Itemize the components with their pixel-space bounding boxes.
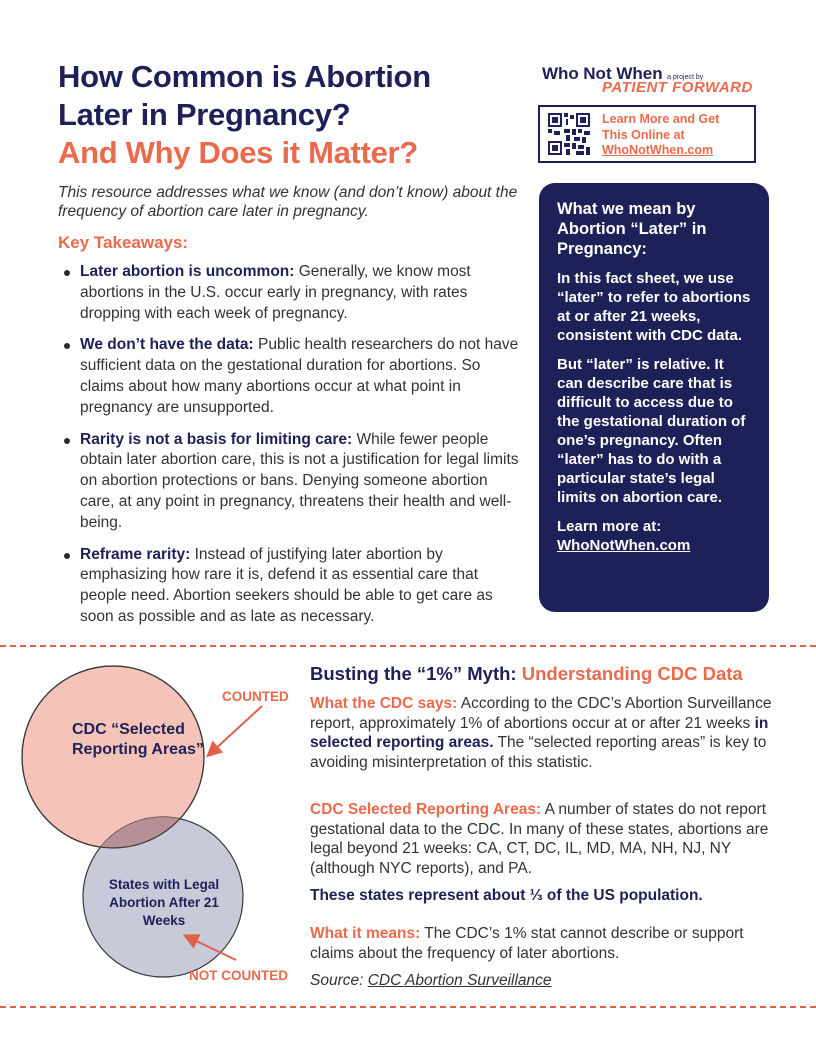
divider-top (0, 645, 816, 647)
takeaway-lead: Rarity is not a basis for limiting care: (80, 430, 353, 448)
source-line (310, 972, 552, 990)
logo-not-when: Not When (583, 64, 663, 83)
cdc-says-bold: in selected reporting areas. (310, 714, 769, 751)
source-label: Source: (310, 972, 368, 989)
cdc-says-paragraph (310, 694, 785, 772)
intro-text: This resource addresses what we know (and don’t know) about the frequency of abortion care later in pregnancy. (58, 184, 518, 220)
learn-more-link[interactable]: WhoNotWhen.com (557, 537, 691, 554)
what-it-means-text: The CDC’s 1% stat cannot describe or support claims about the frequency of later abortions. (310, 925, 744, 962)
what-it-means-paragraph (310, 924, 785, 963)
population-statement: These states represent about ⅓ of the US population. (310, 887, 703, 904)
qr-url-link[interactable]: WhoNotWhen.com (602, 143, 714, 157)
reporting-areas-paragraph (310, 800, 785, 878)
page-title (58, 58, 528, 172)
title-line-3: And Why Does it Matter? (58, 135, 418, 170)
list-item (62, 262, 524, 324)
busting-heading (310, 663, 743, 685)
takeaway-lead: Reframe rarity: (80, 545, 191, 563)
bullet-icon (64, 343, 70, 349)
cdc-says-text-2: The “selected reporting areas” is key to avoiding misinterpretation of this statistic. (310, 734, 767, 771)
takeaway-text: Public health researchers do not have sufficient data on the gestational duration for abortions. So claims about how many abortions occur at what point in pregnancy are unsupported. (80, 336, 519, 416)
reporting-areas-text: A number of states do not report gestational data to the CDC. In many of these states, abortions are legal beyond 21 weeks: CA, CT, DC, IL, MD, MA, NH, NJ, NY (although NYC reports), and PA. (310, 801, 769, 877)
qr-link-box[interactable] (538, 105, 756, 163)
busting-heading-part-1: Busting the “1%” Myth: (310, 663, 522, 684)
bullet-icon (64, 553, 70, 559)
definition-card (539, 183, 769, 612)
busting-heading-part-2: Understanding CDC Data (521, 663, 743, 684)
logo-project-by: a project by (667, 74, 704, 81)
reporting-areas-lead: CDC Selected Reporting Areas: (310, 801, 542, 818)
card-paragraph-2: But “later” is relative. It can describe care that is difficult to access due to the gestational duration of one’s pregnancy. Often “later” has to do with a particular state’s legal limits on abortion care. (557, 356, 746, 506)
venn-label-selected-areas: CDC “Selected Reporting Areas” (72, 721, 204, 758)
venn-label-legal-states: States with Legal Abortion After 21 Weeks (108, 877, 220, 928)
list-item (62, 430, 524, 534)
card-paragraph-1: In this fact sheet, we use “later” to refer to abortions at or after 21 weeks, consistent with CDC data. (557, 270, 751, 344)
qr-line-1: Learn More and Get (602, 112, 720, 126)
list-item (62, 545, 524, 628)
source-link[interactable]: CDC Abortion Surveillance (367, 972, 552, 989)
bullet-icon (64, 438, 70, 444)
cdc-says-text-1: According to the CDC’s Abortion Surveillance report, approximately 1% of abortions occur at or after 21 weeks (310, 695, 772, 732)
card-heading: What we mean by Abortion “Later” in Pregnancy: (557, 200, 707, 258)
key-takeaways-list (62, 262, 524, 639)
takeaway-text: Generally, we know most abortions in the U.S. occur early in pregnancy, with rates dropping with each week of pregnancy. (80, 263, 471, 322)
key-takeaways-heading: Key Takeaways: (58, 233, 189, 252)
bullet-icon (64, 270, 70, 276)
logo-org: PATIENT FORWARD (602, 79, 753, 96)
arrow-counted (212, 706, 262, 752)
divider-bottom (0, 1006, 816, 1008)
qr-link-text[interactable] (602, 112, 752, 159)
who-not-when-logo (542, 64, 762, 96)
list-item (62, 335, 524, 418)
what-it-means-lead: What it means: (310, 925, 421, 942)
takeaway-text: Instead of justifying later abortion by emphasizing how rare it is, defend it as essential care that people need. Abortion seekers should be able to get care as soon as possible and as late as necessary. (80, 545, 493, 625)
venn-diagram (0, 660, 300, 990)
title-line-2: Later in Pregnancy? (58, 97, 351, 132)
not-counted-label: NOT COUNTED (189, 968, 288, 983)
qr-line-2: This Online at (602, 127, 685, 142)
card-learn-more (557, 517, 751, 555)
title-line-1: How Common is Abortion (58, 59, 431, 94)
logo-who: Who (542, 64, 579, 83)
takeaway-text: While fewer people obtain later abortion care, this is not a justification for legal limits on abortion protections or bans. Denying someone abortion care, at any point in pregnancy, threatens their health and well-being. (80, 430, 519, 531)
counted-label: COUNTED (222, 689, 289, 704)
learn-more-label: Learn more at: (557, 518, 662, 535)
qr-code-icon (548, 113, 590, 155)
cdc-says-lead: What the CDC says: (310, 695, 458, 712)
takeaway-lead: Later abortion is uncommon: (80, 263, 295, 280)
takeaway-lead: We don’t have the data: (80, 336, 254, 354)
